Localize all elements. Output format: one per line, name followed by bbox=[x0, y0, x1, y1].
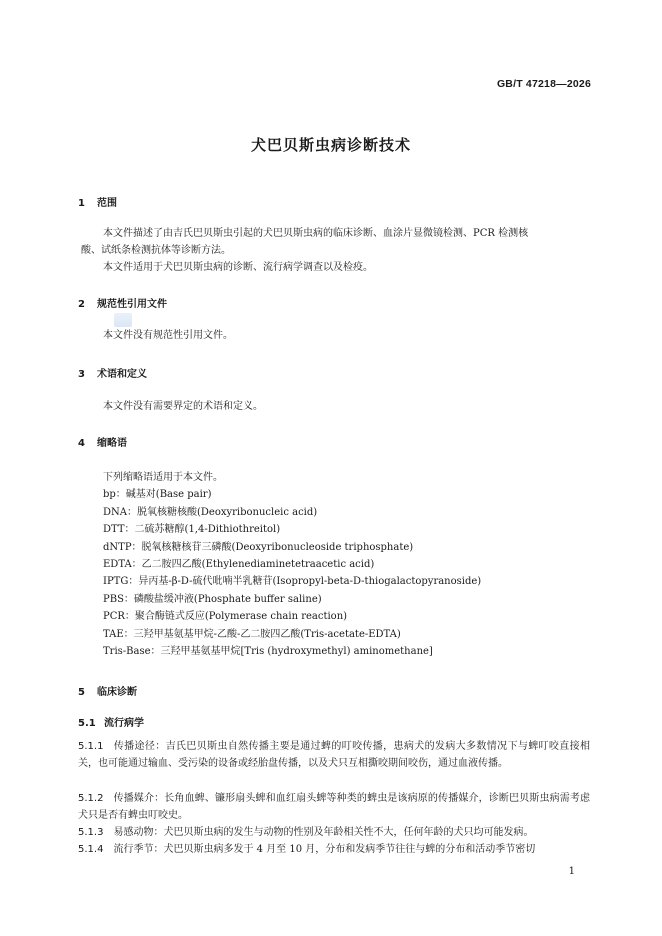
section-title: 术语和定义 bbox=[97, 369, 147, 380]
section-number: 1 bbox=[78, 198, 85, 209]
section-3-paragraph: 本文件没有需要界定的术语和定义。 bbox=[103, 401, 263, 412]
section-number: 2 bbox=[78, 299, 85, 310]
abbreviation-item: Tris-Base：三羟甲基氨基甲烷[Tris (hydroxymethyl) aminomethane] bbox=[103, 646, 433, 658]
clause-number: 5.1.4 bbox=[78, 844, 104, 855]
section-4-heading bbox=[78, 434, 127, 449]
abbreviation-list bbox=[103, 469, 481, 660]
clause-5-1-2 bbox=[78, 790, 590, 824]
abbreviation-item: DTT：二硫苏糖醇(1,4-Dithiothreitol) bbox=[103, 524, 281, 536]
section-5-1-heading bbox=[78, 714, 144, 729]
abbreviation-intro: 下列缩略语适用于本文件。 bbox=[103, 472, 223, 483]
section-number: 3 bbox=[78, 369, 85, 380]
abbreviation-item: dNTP：脱氧核糖核苷三磷酸(Deoxyribonucleoside triphosphate) bbox=[103, 541, 414, 553]
clause-number: 5.1.2 bbox=[78, 793, 104, 804]
clause-text: 易感动物：犬巴贝斯虫病的发生与动物的性别及年龄相关性不大，任何年龄的犬只均可能发病。 bbox=[113, 827, 534, 838]
abbreviation-item: PBS：磷酸盐缓冲液(Phosphate buffer saline) bbox=[103, 593, 322, 605]
abbreviation-item: bp：碱基对(Base pair) bbox=[103, 489, 212, 501]
clause-5-1-3 bbox=[78, 824, 590, 841]
subsection-title: 流行病学 bbox=[104, 718, 144, 729]
document-title: 犬巴贝斯虫病诊断技术 bbox=[250, 136, 411, 154]
abbreviation-item: EDTA：乙二胺四乙酸(Ethylenediaminetetraacetic acid) bbox=[103, 559, 375, 571]
clause-5-1-4 bbox=[78, 841, 590, 858]
clause-text: 传播媒介：长角血蜱、镰形扇头蜱和血红扇头蜱等种类的蜱虫是该病原的传播媒介，诊断巴贝斯虫病需考虑犬只是否有蜱虫叮咬史。 bbox=[78, 793, 590, 821]
section-number: 4 bbox=[78, 438, 85, 449]
section-2-paragraph: 本文件没有规范性引用文件。 bbox=[103, 330, 233, 341]
abbreviation-item: IPTG：异丙基-β-D-硫代吡喃半乳糖苷(Isopropyl-beta-D-thiogalactopyranoside) bbox=[103, 576, 482, 588]
watermark-mark bbox=[114, 313, 132, 327]
abbreviation-item: PCR：聚合酶链式反应(Polymerase chain reaction) bbox=[103, 611, 348, 623]
section-5-heading bbox=[78, 683, 137, 698]
page-number: 1 bbox=[568, 866, 575, 877]
abbreviation-item: DNA：脱氧核糖核酸(Deoxyribonucleic acid) bbox=[103, 506, 318, 518]
clause-5-1-1 bbox=[78, 738, 590, 772]
section-1-paragraph-1-line-1: 本文件描述了由吉氏巴贝斯虫引起的犬巴贝斯虫病的临床诊断、血涂片显微镜检测、PCR 检测核 bbox=[103, 228, 529, 239]
section-1-paragraph-2: 本文件适用于犬巴贝斯虫病的诊断、流行病学调查以及检疫。 bbox=[103, 262, 373, 273]
section-title: 范围 bbox=[97, 198, 117, 209]
clause-number: 5.1.3 bbox=[78, 827, 104, 838]
abbreviation-item: TAE：三羟甲基氨基甲烷-乙酸-乙二胺四乙酸(Tris-acetate-EDTA) bbox=[103, 628, 401, 640]
clause-text: 传播途径：吉氏巴贝斯虫自然传播主要是通过蜱的叮咬传播，患病犬的发病大多数情况下与蜱叮咬直接相关，也可能通过输血、受污染的设备或经胎盘传播，以及犬只互相撕咬期间咬伤，通过血液传播。 bbox=[78, 741, 590, 769]
standard-code: GB/T 47218—2026 bbox=[496, 78, 591, 90]
section-number: 5 bbox=[78, 687, 85, 698]
section-1-paragraph-1-line-2: 酸、试纸条检测抗体等诊断方法。 bbox=[81, 245, 231, 256]
section-3-heading bbox=[78, 365, 147, 380]
subsection-number: 5.1 bbox=[78, 718, 96, 729]
section-2-heading bbox=[78, 295, 167, 310]
section-title: 规范性引用文件 bbox=[97, 299, 167, 310]
section-title: 临床诊断 bbox=[97, 687, 137, 698]
clause-text: 流行季节：犬巴贝斯虫病多发于 4 月至 10 月，分布和发病季节往往与蜱的分布和活动季节密切 bbox=[113, 844, 536, 855]
section-1-heading bbox=[78, 194, 117, 209]
clause-number: 5.1.1 bbox=[78, 741, 104, 752]
section-title: 缩略语 bbox=[97, 438, 127, 449]
